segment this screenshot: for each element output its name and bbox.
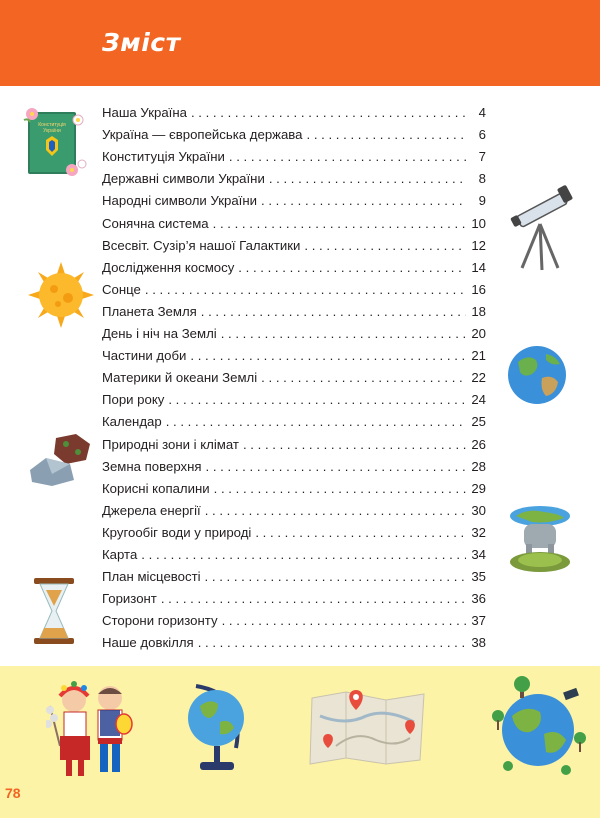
toc-dot-leader bbox=[222, 613, 466, 628]
toc-entry-title: Корисні копалини bbox=[102, 480, 210, 496]
toc-entry[interactable] bbox=[102, 496, 486, 518]
toc-entry-page: 32 bbox=[471, 524, 486, 540]
toc-dot-leader bbox=[145, 282, 466, 297]
toc-dot-leader bbox=[238, 260, 466, 275]
toc-entry[interactable] bbox=[102, 407, 486, 429]
toc-entry-page: 16 bbox=[471, 281, 486, 297]
toc-entry-page: 20 bbox=[471, 326, 486, 342]
toc-entry-page: 36 bbox=[471, 591, 486, 607]
earth-globe-icon bbox=[506, 344, 568, 406]
toc-entry[interactable] bbox=[102, 319, 486, 341]
toc-dot-leader bbox=[201, 304, 466, 319]
telescope-icon bbox=[508, 180, 574, 272]
toc-entry-title: Горизонт bbox=[102, 591, 157, 607]
toc-dot-leader bbox=[161, 591, 466, 606]
toc-entry-title: Наша Україна bbox=[102, 105, 187, 121]
toc-entry-title: Планета Земля bbox=[102, 303, 197, 319]
page-title: Зміст bbox=[102, 28, 181, 57]
toc-dot-leader bbox=[304, 238, 466, 253]
toc-entry[interactable] bbox=[102, 120, 486, 142]
toc-entry[interactable] bbox=[102, 562, 486, 584]
map-with-pins-icon bbox=[306, 686, 430, 768]
toc-entry-title: Календар bbox=[102, 414, 162, 430]
toc-entry[interactable] bbox=[102, 606, 486, 628]
toc-dot-leader bbox=[243, 437, 466, 452]
svg-text:Конституція: Конституція bbox=[38, 122, 66, 128]
toc-entry-page: 18 bbox=[471, 303, 486, 319]
toc-entry[interactable] bbox=[102, 452, 486, 474]
toc-dot-leader bbox=[213, 216, 466, 231]
toc-entry-title: Джерела енергії bbox=[102, 502, 201, 518]
toc-entry[interactable] bbox=[102, 186, 486, 208]
toc-dot-leader bbox=[261, 370, 466, 385]
toc-entry-page: 6 bbox=[478, 127, 486, 143]
toc-entry-page: 38 bbox=[471, 635, 486, 651]
toc-entry-title: Земна поверхня bbox=[102, 458, 202, 474]
toc-entry-page: 30 bbox=[471, 502, 486, 518]
toc-entry[interactable] bbox=[102, 231, 486, 253]
toc-entry-page: 21 bbox=[471, 348, 486, 364]
flat-earth-elephants-icon bbox=[504, 498, 576, 574]
toc-entry-page: 24 bbox=[471, 392, 486, 408]
toc-entry-title: Сонячна система bbox=[102, 215, 209, 231]
toc-dot-leader bbox=[206, 459, 466, 474]
toc-entry-title: Народні символи України bbox=[102, 193, 257, 209]
minerals-icon bbox=[26, 430, 96, 490]
toc-entry-title: День і ніч на Землі bbox=[102, 326, 217, 342]
desk-globe-icon bbox=[182, 678, 252, 774]
toc-entry[interactable] bbox=[102, 385, 486, 407]
toc-dot-leader bbox=[141, 547, 466, 562]
toc-dot-leader bbox=[190, 348, 466, 363]
toc-entry-title: Конституція України bbox=[102, 149, 225, 165]
toc-entry-title: Державні символи України bbox=[102, 171, 265, 187]
svg-text:України: України bbox=[43, 128, 61, 134]
toc-dot-leader bbox=[205, 503, 466, 518]
toc-dot-leader bbox=[191, 105, 466, 120]
toc-entry[interactable] bbox=[102, 164, 486, 186]
toc-entry[interactable] bbox=[102, 275, 486, 297]
toc-entry-page: 28 bbox=[471, 458, 486, 474]
toc-entry-title: Материки й океани Землі bbox=[102, 370, 258, 386]
toc-entry-title: Україна — європейська держава bbox=[102, 127, 303, 143]
toc-dot-leader bbox=[205, 569, 466, 584]
toc-entry-title: Сторони горизонту bbox=[102, 613, 218, 629]
toc-entry-title: Природні зони і клімат bbox=[102, 436, 239, 452]
toc-dot-leader bbox=[307, 127, 467, 142]
toc-entry[interactable] bbox=[102, 540, 486, 562]
toc-entry[interactable] bbox=[102, 628, 486, 650]
toc-entry-title: Частини доби bbox=[102, 348, 187, 364]
toc-entry-page: 4 bbox=[478, 105, 486, 121]
toc-entry-title: Всесвіт. Сузір’я нашої Галактики bbox=[102, 237, 301, 253]
toc-entry-page: 12 bbox=[471, 237, 486, 253]
toc-entry[interactable] bbox=[102, 518, 486, 540]
constitution-book-icon bbox=[20, 100, 90, 180]
toc-entry[interactable] bbox=[102, 142, 486, 164]
toc-entry-page: 10 bbox=[471, 215, 486, 231]
toc-entry[interactable] bbox=[102, 208, 486, 230]
toc-entry-page: 22 bbox=[471, 370, 486, 386]
toc-entry-page: 7 bbox=[478, 149, 486, 165]
toc-dot-leader bbox=[261, 193, 466, 208]
toc-entry-title: Кругообіг води у природі bbox=[102, 524, 252, 540]
toc-dot-leader bbox=[221, 326, 466, 341]
toc-entry-page: 34 bbox=[471, 546, 486, 562]
toc-entry[interactable] bbox=[102, 474, 486, 496]
sun-icon bbox=[28, 262, 94, 328]
hourglass-icon bbox=[32, 578, 76, 644]
toc-entry-title: Карта bbox=[102, 546, 138, 562]
toc-dot-leader bbox=[229, 149, 466, 164]
toc-entry[interactable] bbox=[102, 297, 486, 319]
toc-entry-page: 35 bbox=[471, 569, 486, 585]
toc-entry-page: 25 bbox=[471, 414, 486, 430]
toc-entry[interactable] bbox=[102, 429, 486, 451]
toc-entry-page: 29 bbox=[471, 480, 486, 496]
toc-entry-title: Сонце bbox=[102, 281, 141, 297]
toc-entry[interactable] bbox=[102, 98, 486, 120]
toc-dot-leader bbox=[168, 392, 466, 407]
toc-entry[interactable] bbox=[102, 253, 486, 275]
toc-entry-title: План місцевості bbox=[102, 569, 201, 585]
toc-dot-leader bbox=[198, 635, 466, 650]
header-bar bbox=[0, 0, 600, 86]
toc-dot-leader bbox=[269, 171, 466, 186]
toc-dot-leader bbox=[166, 414, 466, 429]
toc-entry-title: Пори року bbox=[102, 392, 165, 408]
table-of-contents bbox=[102, 98, 486, 650]
toc-dot-leader bbox=[214, 481, 466, 496]
toc-entry[interactable] bbox=[102, 363, 486, 385]
toc-entry-title: Дослідження космосу bbox=[102, 259, 235, 275]
toc-entry-page: 14 bbox=[471, 259, 486, 275]
toc-entry-page: 8 bbox=[478, 171, 486, 187]
toc-entry-page: 9 bbox=[478, 193, 486, 209]
ukrainian-children-icon bbox=[46, 676, 140, 780]
toc-entry[interactable] bbox=[102, 341, 486, 363]
toc-entry-page: 26 bbox=[471, 436, 486, 452]
toc-entry[interactable] bbox=[102, 584, 486, 606]
page-number: 78 bbox=[5, 785, 21, 801]
toc-dot-leader bbox=[255, 525, 466, 540]
toc-entry-title: Наше довкілля bbox=[102, 635, 194, 651]
eco-planet-icon bbox=[486, 676, 590, 780]
toc-entry-page: 37 bbox=[471, 613, 486, 629]
